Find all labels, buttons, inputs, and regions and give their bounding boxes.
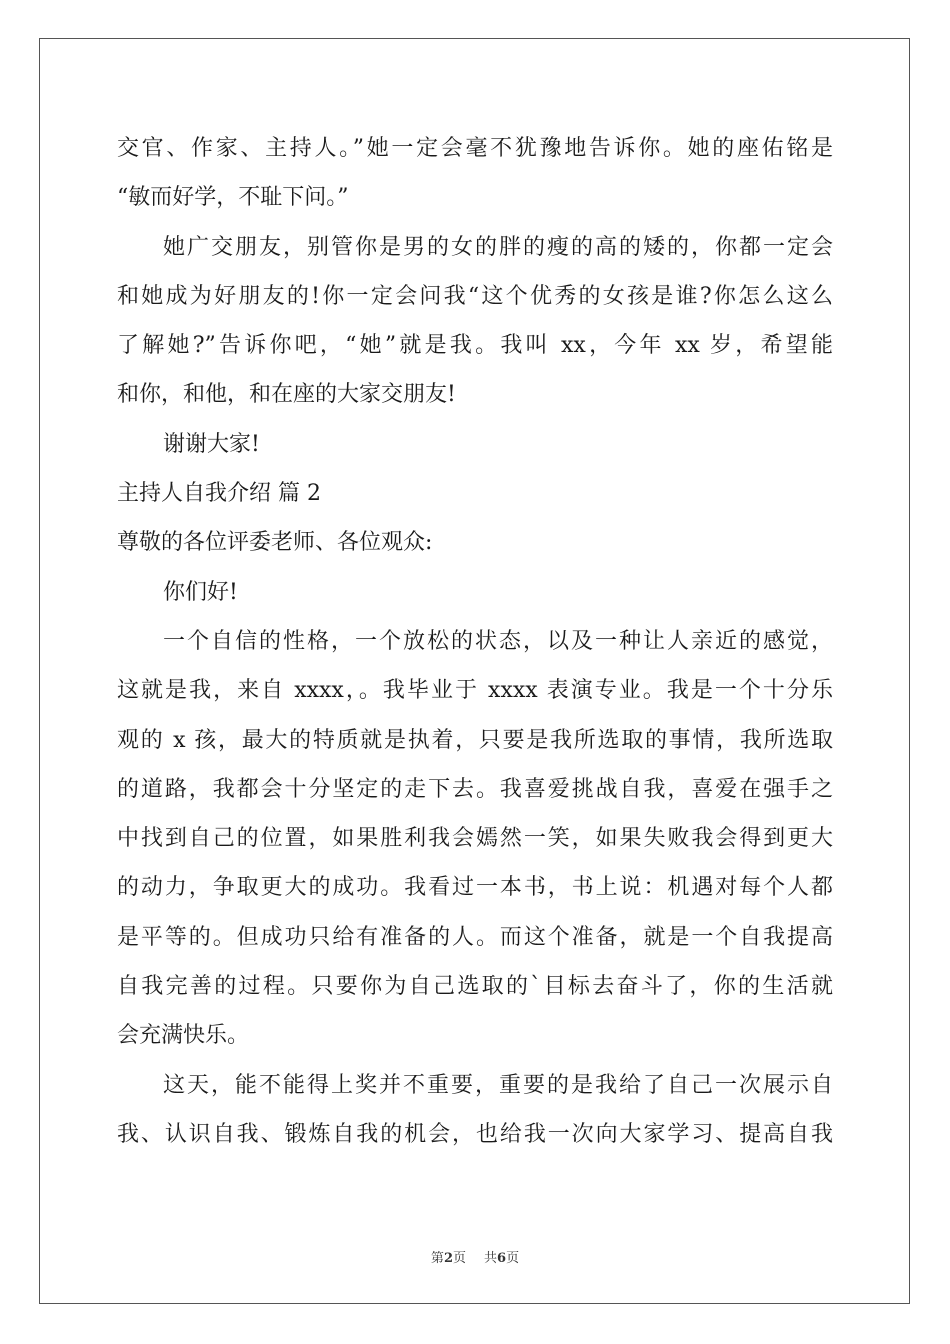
salutation-line: 尊敬的各位评委老师、各位观众: bbox=[117, 530, 433, 556]
text-line: 自我完善的过程。只要你为自己选取的`目标去奋斗了，你的生活就 bbox=[117, 974, 833, 1000]
text-line: “敏而好学，不耻下问。” bbox=[117, 185, 349, 211]
text-line: 的道路，我都会十分坚定的走下去。我喜爱挑战自我，喜爱在强手之 bbox=[117, 776, 833, 802]
total-suffix: 页 bbox=[506, 1251, 520, 1266]
text-line: 和你，和他，和在座的大家交朋友! bbox=[117, 382, 456, 408]
text-line: 了解她?”告诉你吧，“她”就是我。我叫 xx，今年 xx 岁，希望能 bbox=[117, 333, 833, 359]
text-line: 的动力，争取更大的成功。我看过一本书，书上说：机遇对每个人都 bbox=[117, 875, 833, 901]
text-line: 这就是我，来自 xxxx，。我毕业于 xxxx 表演专业。我是一个十分乐 bbox=[117, 678, 833, 704]
text-line: 是平等的。但成功只给有准备的人。而这个准备，就是一个自我提高 bbox=[117, 924, 833, 950]
paragraph-start-line: 她广交朋友，别管你是男的女的胖的瘦的高的矮的，你都一定会 bbox=[163, 234, 833, 260]
total-prefix: 共 bbox=[484, 1251, 498, 1266]
paragraph-start-line: 你们好! bbox=[163, 579, 238, 605]
page-number: 2 bbox=[443, 1251, 453, 1266]
text-line: 和她成为好朋友的!你一定会问我“这个优秀的女孩是谁?你怎么这么 bbox=[117, 283, 833, 309]
paragraph-start-line: 谢谢大家! bbox=[163, 431, 260, 457]
text-line: 交官、作家、主持人。”她一定会毫不犹豫地告诉你。她的座佑铭是 bbox=[117, 136, 833, 161]
document-body bbox=[117, 124, 833, 1159]
paragraph-start-line: 一个自信的性格，一个放松的状态，以及一种让人亲近的感觉， bbox=[163, 628, 833, 654]
text-line: 会充满快乐。 bbox=[117, 1023, 250, 1049]
text-line: 观的 x 孩，最大的特质就是执着，只要是我所选取的事情，我所选取 bbox=[117, 727, 833, 753]
page-suffix: 页 bbox=[452, 1251, 466, 1266]
paragraph-start-line: 这天，能不能得上奖并不重要，重要的是我给了自己一次展示自 bbox=[163, 1072, 833, 1098]
text-line: 我、认识自我、锻炼自我的机会，也给我一次向大家学习、提高自我 bbox=[117, 1121, 833, 1147]
page-footer bbox=[0, 1247, 950, 1266]
page-prefix: 第 bbox=[430, 1251, 444, 1266]
section-heading: 主持人自我介绍 篇 2 bbox=[117, 481, 321, 507]
text-line: 中找到自己的位置，如果胜利我会嫣然一笑，如果失败我会得到更大 bbox=[117, 826, 833, 852]
total-pages: 6 bbox=[497, 1251, 507, 1266]
